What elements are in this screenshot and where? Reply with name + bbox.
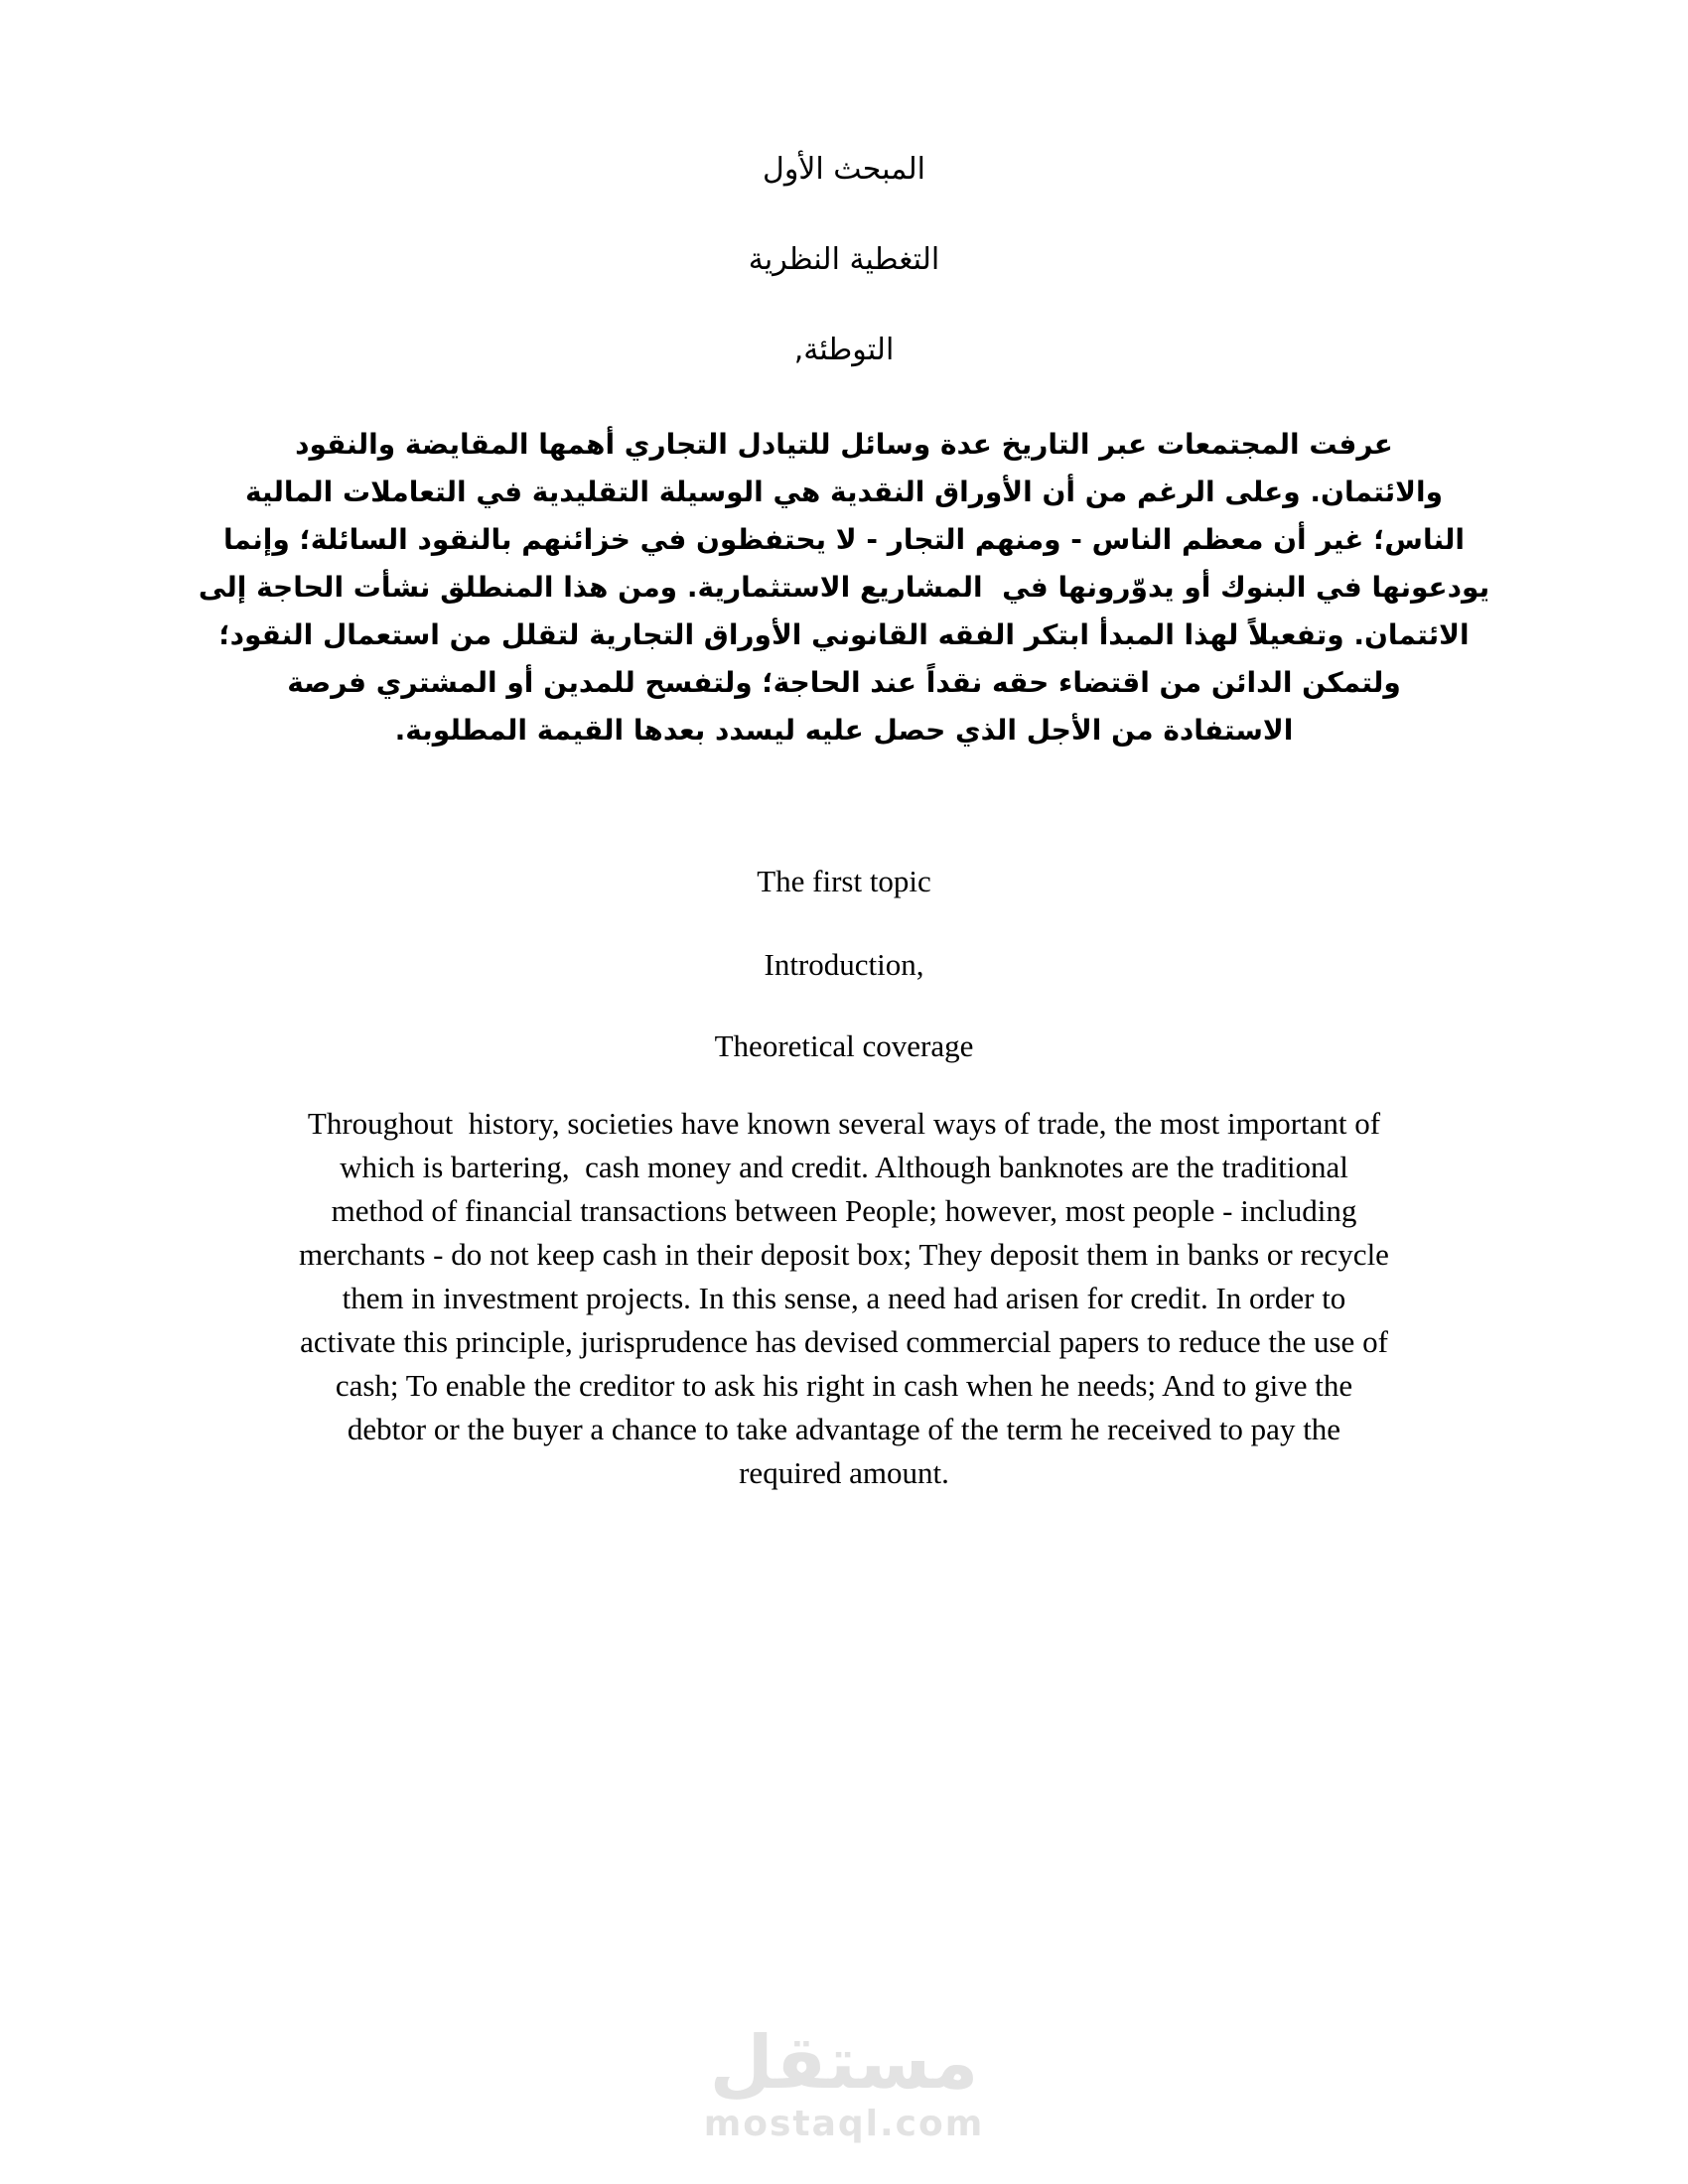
english-paragraph-line: them in investment projects. In this sense, a need had arisen for credit. In order to [342, 1281, 1346, 1315]
english-intro-heading: Introduction, [764, 947, 924, 982]
english-paragraph-line: required amount. [739, 1455, 949, 1490]
arabic-paragraph-line: عرفت المجتمعات عبر التاريخ عدة وسائل للتيادل التجاري أهمها المقايضة والنقود [295, 428, 1393, 461]
english-paragraph-line: method of financial transactions between People; however, most people - including [331, 1193, 1357, 1228]
english-paragraph [0, 1102, 1688, 1495]
english-paragraph-line: which is bartering, cash money and credit. Although banknotes are the traditional [340, 1150, 1348, 1184]
arabic-paragraph-line: يودعونها في البنوك أو يدوّرونها في المشاريع الاستثمارية. ومن هذا المنطلق نشأت الحاجة إلى [198, 571, 1490, 604]
mostaql-logo: مستقل [709, 2020, 979, 2106]
english-paragraph-line: cash; To enable the creditor to ask his right in cash when he needs; And to give the [335, 1368, 1353, 1403]
english-coverage-heading: Theoretical coverage [714, 1028, 974, 1063]
english-paragraph-line: debtor or the buyer a chance to take advantage of the term he received to pay the [347, 1412, 1341, 1446]
arabic-paragraph-line: والائتمان. وعلى الرغم من أن الأوراق النقدية هي الوسيلة التقليدية في التعاملات المالية [244, 476, 1444, 508]
english-paragraph-line: Throughout history, societies have known several ways of trade, the most important of [307, 1106, 1381, 1141]
english-paragraph-line: merchants - do not keep cash in their deposit box; They deposit them in banks or recycle [299, 1237, 1389, 1272]
arabic-topic-heading: المبحث الأول [763, 152, 925, 187]
arabic-coverage-heading: التغطية النظرية [748, 242, 940, 277]
arabic-paragraph-line: الناس؛ غير أن معظم الناس - ومنهم التجار - لا يحتفظون في خزائنهم بالنقود السائلة؛ وإنما [222, 523, 1466, 556]
arabic-paragraph-line: الائتمان. وتفعيلاً لهذا المبدأ ابتكر الفقه القانوني الأوراق التجارية لتقلل من استعمال النقود؛ [218, 618, 1470, 651]
arabic-paragraph [0, 421, 1688, 754]
mostaql-domain-text: mostaql.com [703, 2104, 985, 2144]
mostaql-watermark [0, 2020, 1688, 2144]
arabic-paragraph-line: ولتمكن الدائن من اقتضاء حقه نقداً عند الحاجة؛ ولتفسح للمدين أو المشتري فرصة [287, 666, 1401, 699]
arabic-intro-heading: التوطئة, [793, 333, 895, 367]
english-paragraph-line: activate this principle, jurisprudence has devised commercial papers to reduce the use of [300, 1324, 1388, 1359]
arabic-paragraph-line: الاستفادة من الأجل الذي حصل عليه ليسدد بعدها القيمة المطلوبة. [394, 714, 1294, 747]
english-topic-heading: The first topic [757, 864, 931, 898]
